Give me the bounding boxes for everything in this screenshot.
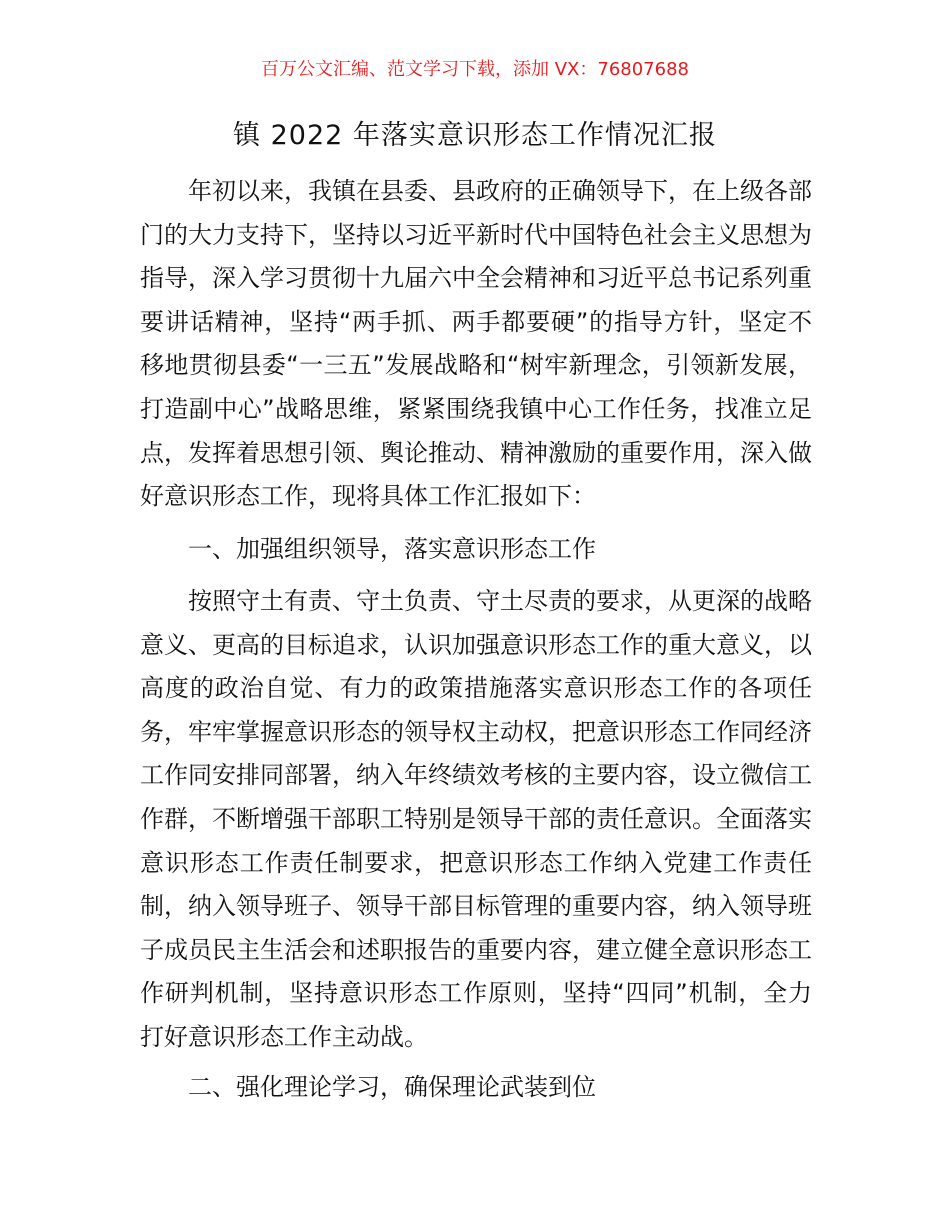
section-1-paragraph: 按照守土有责、守土负责、守土尽责的要求，从更深的战略意义、更高的目标追求，认识加强意识形态工作的重大意义，以高度的政治自觉、有力的政策措施落实意识形态工作的各项任务，牢牢掌握意识形态的领导权主动权，把意识形态工作同经济工作同安排同部署，纳入年终绩效考核的主要内容，设立微信工作群，不断增强干部职工特别是领导干部的责任意识。全面落实意识形态工作责任制要求，把意识形态工作纳入党建工作责任制，纳入领导班子、领导干部目标管理的重要内容，纳入领导班子成员民主生活会和述职报告的重要内容，建立健全意识形态工作研判机制，坚持意识形态工作原则，坚持“四同”机制，全力打好意识形态工作主动战。 — [140, 587, 812, 1051]
section-1-heading: 一、加强组织领导，落实意识形态工作 — [188, 535, 596, 563]
section-2-heading: 二、强化理论学习，确保理论武装到位 — [188, 1073, 596, 1101]
document-title: 镇 2022 年落实意识形态工作情况汇报 — [233, 120, 717, 151]
header-banner: 百万公文汇编、范文学习下载，添加 VX：76807688 — [261, 59, 689, 80]
intro-paragraph: 年初以来，我镇在县委、县政府的正确领导下，在上级各部门的大力支持下，坚持以习近平新时代中国特色社会主义思想为指导，深入学习贯彻十九届六中全会精神和习近平总书记系列重要讲话精神，坚持“两手抓、两手都要硬”的指导方针，坚定不移地贯彻县委“一三五”发展战略和“树牢新理念，引领新发展，打造副中心”战略思维，紧紧围绕我镇中心工作任务，找准立足点，发挥着思想引领、舆论推动、精神激励的重要作用，深入做好意识形态工作，现将具体工作汇报如下： — [140, 177, 812, 511]
